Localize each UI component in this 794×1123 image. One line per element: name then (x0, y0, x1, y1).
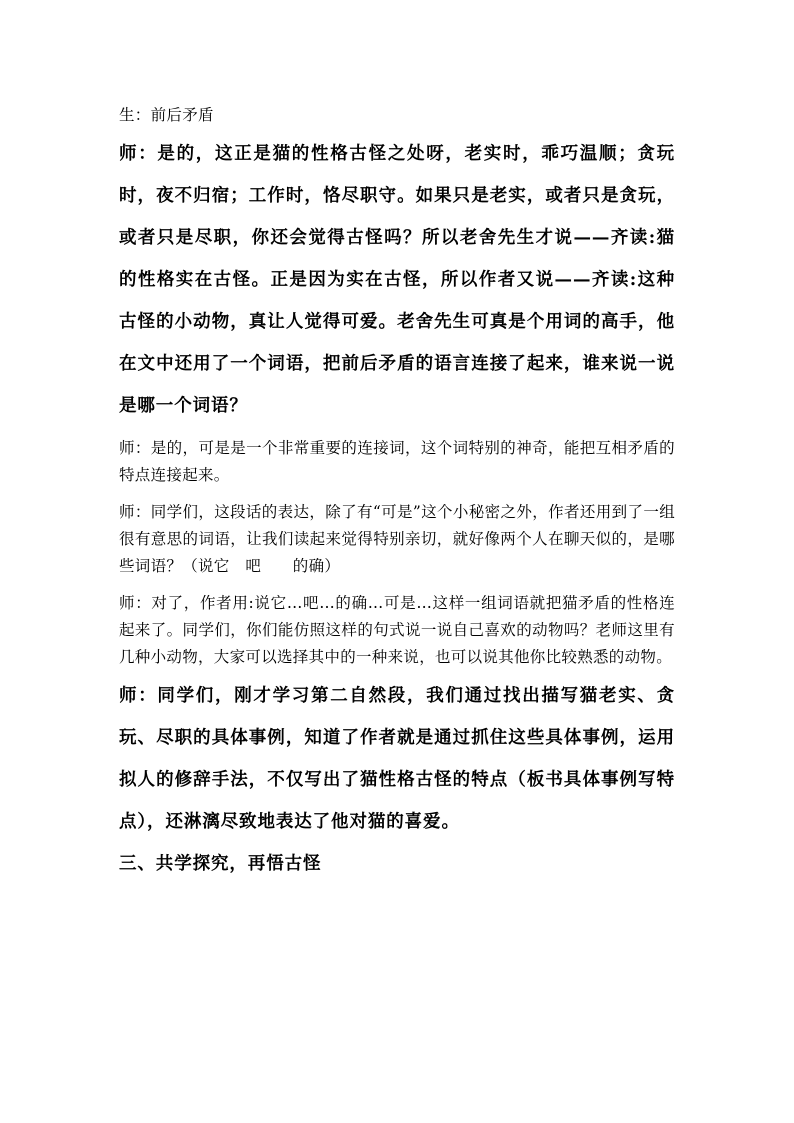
paragraph-teacher-explanation: 师：是的，这正是猫的性格古怪之处呀，老实时，乖巧温顺；贪玩时，夜不归宿；工作时，恪尽职守。如果只是老实，或者只是贪玩，或者只是尽职，你还会觉得古怪吗？所以老舍先生才说——齐读:猫的性格实在古怪。正是因为实在古怪，所以作者又说——齐读:这种古怪的小动物，真让人觉得可爱。老舍先生可真是个用词的高手，他在文中还用了一个词语，把前后矛盾的语言连接了起来，谁来说一说是哪一个词语？ (119, 144, 675, 416)
paragraph-teacher-imitation: 师：对了，作者用:说它…吧…的确…可是…这样一组词语就把猫矛盾的性格连起来了。同学们，你们能仿照这样的句式说一说自己喜欢的动物吗？老师这里有几种小动物，大家可以选择其中的一种来说，也可以说其他你比较熟悉的动物。 (119, 594, 675, 666)
paragraph-teacher-word-group: 师：同学们，这段话的表达，除了有“可是”这个小秘密之外，作者还用到了一组很有意思的词语，让我们读起来觉得特别亲切，就好像两个人在聊天似的，是哪些词语？（说它 吧 的确） (119, 503, 675, 575)
paragraph-teacher-summary: 师：同学们，刚才学习第二自然段，我们通过找出描写猫老实、贪玩、尽职的具体事例，知道了作者就是通过抓住这些具体事例，运用拟人的修辞手法，不仅写出了猫性格古怪的特点（板书具体事例写特点），还淋漓尽致地表达了他对猫的喜爱。 (119, 686, 675, 832)
paragraph-teacher-connective: 师：是的，可是是一个非常重要的连接词，这个词特别的神奇，能把互相矛盾的特点连接起来。 (119, 439, 675, 484)
section-heading: 三、共学探究，再悟古怪 (119, 854, 322, 874)
document-body (119, 102, 675, 885)
paragraph-student-answer: 生：前后矛盾 (119, 106, 214, 124)
